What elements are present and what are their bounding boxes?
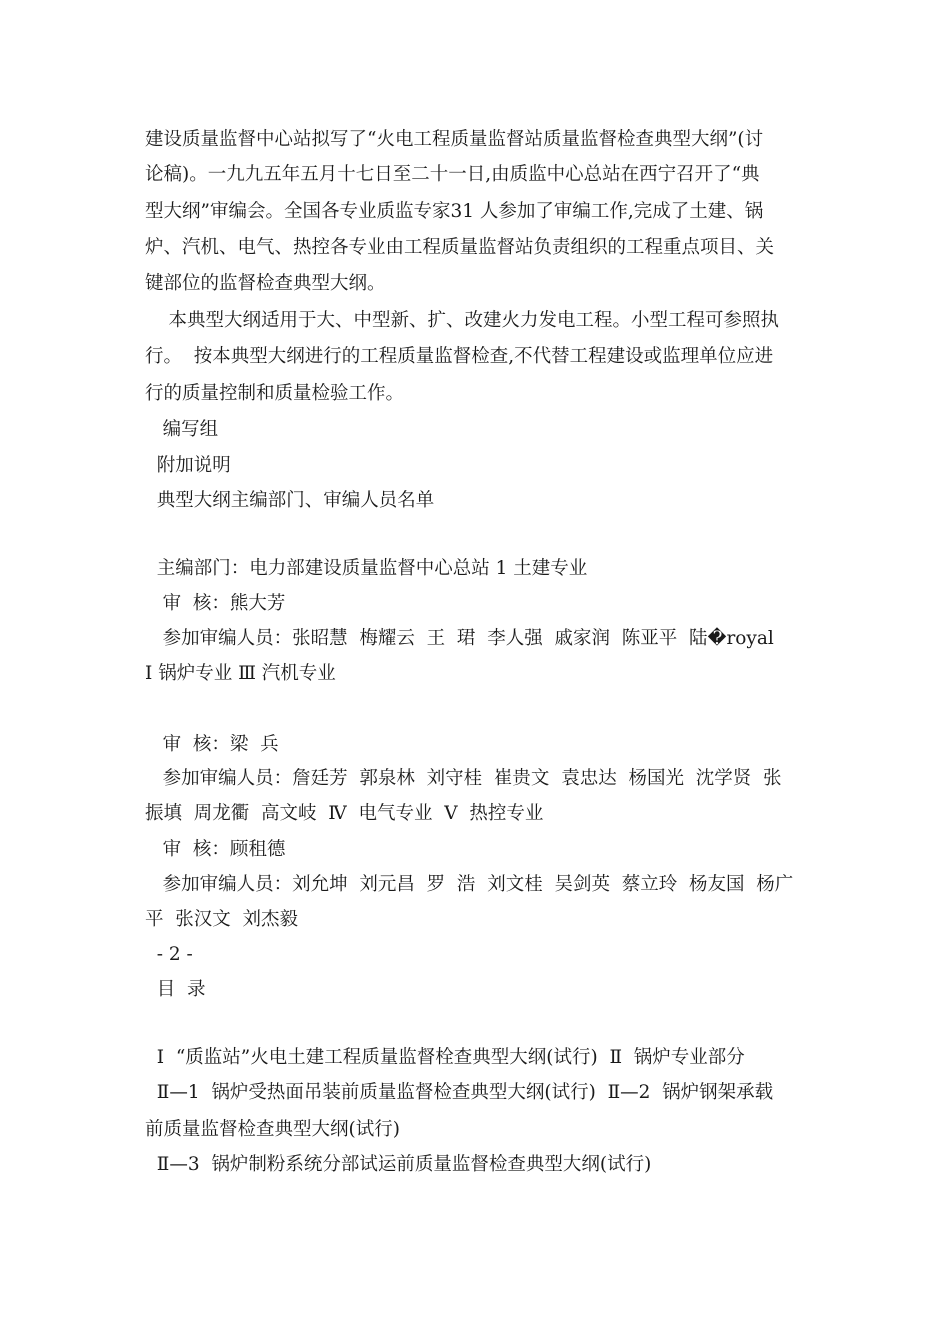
toc-item: Ⅱ—1 锅炉受热面吊装前质量监督检查典型大纲(试行) Ⅱ—2 锅炉钢架承载 (145, 1082, 774, 1103)
body-text-line: 审 核：顾租德 (145, 839, 286, 860)
body-text-line: 建设质量监督中心站拟写了“火电工程质量监督站质量监督检查典型大纲”(讨 (145, 129, 764, 150)
body-text-line: 审 核：熊大芳 (145, 593, 286, 614)
body-text-line: 行。 按本典型大纲进行的工程质量监督检查,不代替工程建设或监理单位应进 (145, 346, 774, 367)
body-text-line: 行的质量控制和质量检验工作。 (145, 383, 405, 404)
body-text-line: 振填 周龙衢 高文岐 Ⅳ 电气专业 Ⅴ 热控专业 (145, 803, 544, 824)
body-text-line: 炉、汽机、电气、热控各专业由工程质量监督站负责组织的工程重点项目、关 (145, 237, 775, 258)
body-text-line: 参加审编人员：张昭慧 梅耀云 王 珺 李人强 戚家润 陈亚平 陆�royal (145, 628, 774, 649)
toc-item: Ⅱ—3 锅炉制粉系统分部试运前质量监督检查典型大纲(试行) (145, 1154, 652, 1175)
body-text-line: 审 核：梁 兵 (145, 734, 279, 755)
page-number: - 2 - (145, 944, 193, 965)
body-text-line: 参加审编人员：詹廷芳 郭泉林 刘守桂 崔贵文 袁忠达 杨国光 沈学贤 张 (145, 768, 782, 789)
body-text-line: 参加审编人员：刘允坤 刘元昌 罗 浩 刘文桂 吴剑英 蔡立玲 杨友国 杨广 (145, 874, 794, 895)
body-text-line: 型大纲”审编会。全国各专业质监专家31 人参加了审编工作,完成了土建、锅 (145, 201, 764, 222)
section-heading: 附加说明 (145, 455, 231, 476)
toc-item: Ⅰ “质监站”火电土建工程质量监督栓查典型大纲(试行) Ⅱ 锅炉专业部分 (145, 1047, 745, 1068)
body-text-line: 主编部门：电力部建设质量监督中心总站 1 土建专业 (145, 558, 588, 579)
body-text-line: Ⅰ 锅炉专业 Ⅲ 汽机专业 (145, 663, 336, 684)
body-text-line: 本典型大纲适用于大、中型新、扩、改建火力发电工程。小型工程可参照执 (145, 310, 780, 331)
body-text-line: 键部位的监督检查典型大纲。 (145, 273, 386, 294)
toc-item: 前质量监督检查典型大纲(试行) (145, 1119, 400, 1140)
section-heading: 典型大纲主编部门、审编人员名单 (145, 490, 435, 511)
body-text-line: 平 张汉文 刘杰毅 (145, 909, 299, 930)
signature-line: 编写组 (145, 419, 219, 440)
toc-heading: 目 录 (145, 979, 206, 1000)
body-text-line: 论稿)。一九九五年五月十七日至二十一日,由质监中心总站在西宁召开了“典 (145, 164, 760, 185)
